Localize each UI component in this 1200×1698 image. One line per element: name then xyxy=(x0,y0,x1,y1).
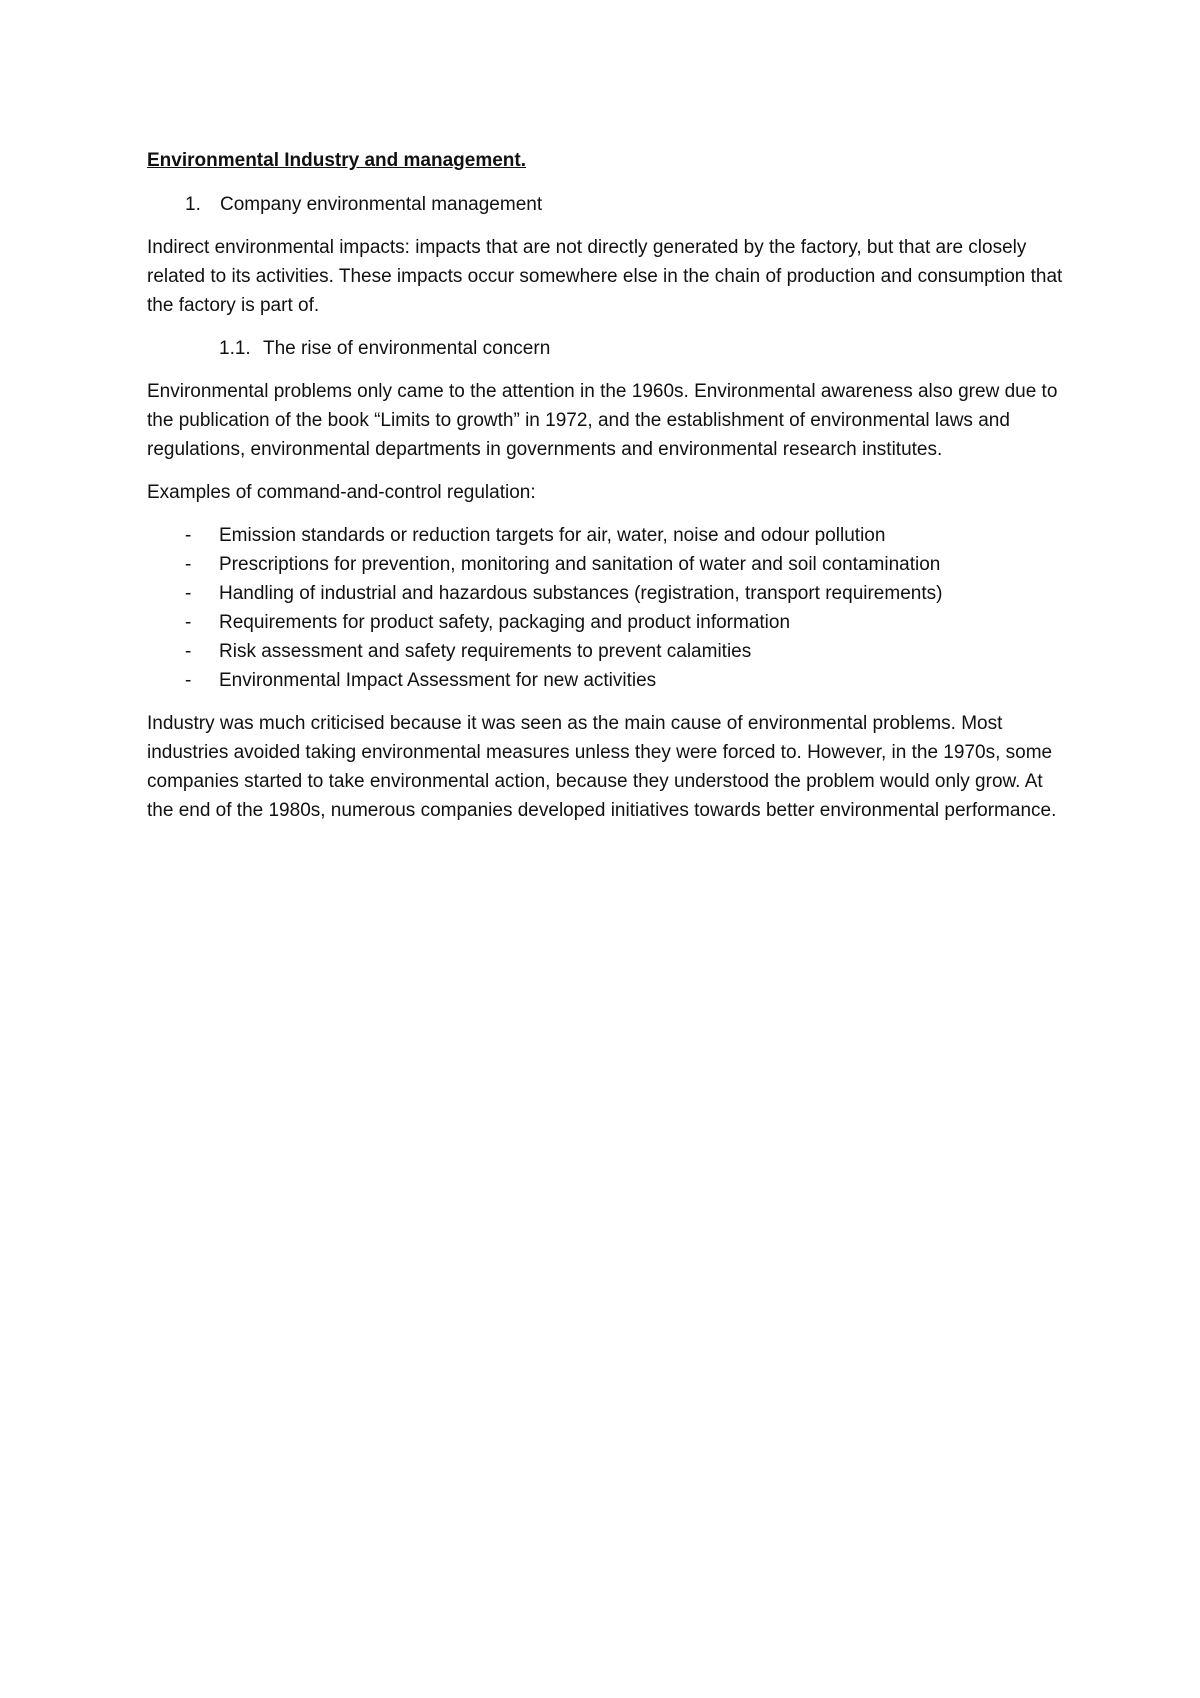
list-item-text: Requirements for product safety, packaging and product information xyxy=(219,612,791,633)
document-body xyxy=(147,146,1067,839)
list-dash: - xyxy=(185,641,192,662)
regulation-examples-list xyxy=(147,521,1067,695)
list-item xyxy=(147,637,1067,666)
list-item-text: Prescriptions for prevention, monitoring and sanitation of water and soil contamination xyxy=(219,554,941,575)
list-dash: - xyxy=(185,612,192,633)
list-item xyxy=(147,666,1067,695)
subsection-heading-1-1 xyxy=(147,334,1067,363)
list-item xyxy=(147,608,1067,637)
subsection-title: The rise of environmental concern xyxy=(263,338,551,359)
list-dash: - xyxy=(185,583,192,604)
list-item xyxy=(147,579,1067,608)
paragraph-environmental-concern: Environmental problems only came to the attention in the 1960s. Environmental awareness also grew due to the publication of the book “Limits to growth” in 1972, and the establishment of environmental laws and regulations, environmental departments in governments and environmental research institutes. xyxy=(147,381,1058,460)
paragraph-examples-intro: Examples of command-and-control regulation: xyxy=(147,482,536,503)
paragraph-indirect-impacts: Indirect environmental impacts: impacts that are not directly generated by the factory, but that are closely related to its activities. These impacts occur somewhere else in the chain of production and consumption that the factory is part of. xyxy=(147,237,1063,316)
section-heading-1 xyxy=(147,190,1067,219)
document-title: Environmental Industry and management. xyxy=(147,150,527,171)
list-dash: - xyxy=(185,554,192,575)
subsection-number: 1.1. xyxy=(219,338,251,359)
list-item-text: Handling of industrial and hazardous substances (registration, transport requirements) xyxy=(219,583,943,604)
paragraph-industry-criticism: Industry was much criticised because it was seen as the main cause of environmental problems. Most industries avoided taking environmental measures unless they were forced to. However, in the 1970s, some companies started to take environmental action, because they understood the problem would only grow. At the end of the 1980s, numerous companies developed initiatives towards better environmental performance. xyxy=(147,713,1057,821)
list-dash: - xyxy=(185,670,192,691)
list-item-text: Environmental Impact Assessment for new activities xyxy=(219,670,657,691)
section-number: 1. xyxy=(185,194,201,215)
list-item-text: Emission standards or reduction targets for air, water, noise and odour pollution xyxy=(219,525,886,546)
list-item xyxy=(147,521,1067,550)
list-item xyxy=(147,550,1067,579)
list-dash: - xyxy=(185,525,192,546)
list-item-text: Risk assessment and safety requirements to prevent calamities xyxy=(219,641,752,662)
section-title: Company environmental management xyxy=(220,194,543,215)
